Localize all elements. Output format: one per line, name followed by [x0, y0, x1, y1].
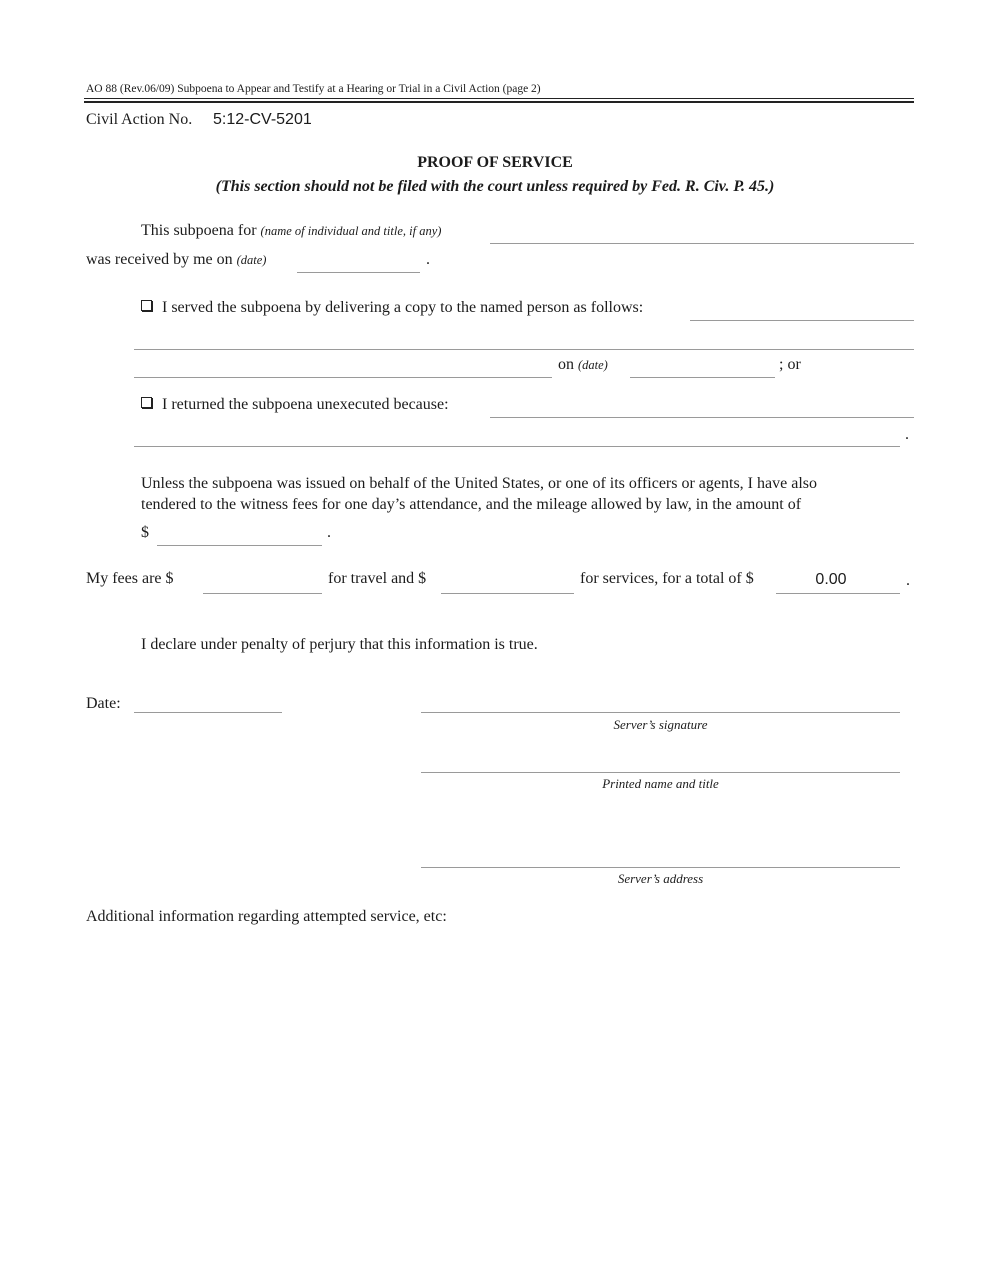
received-date-label: [86, 251, 266, 269]
served-checkbox[interactable]: [141, 300, 152, 311]
proof-of-service-subtitle: (This section should not be filed with the court unless required by Fed. R. Civ. P. 45.): [215, 178, 775, 195]
returned-checkbox[interactable]: [141, 397, 152, 408]
services-label: for services, for a total of $: [580, 570, 754, 587]
returned-reason-field-2[interactable]: [134, 446, 900, 447]
tendered-line-2: tendered to the witness fees for one day’s attendance, and the mileage allowed by law, in the amount of: [141, 496, 802, 513]
served-details-field-2[interactable]: [134, 349, 914, 350]
fees-period: .: [906, 572, 910, 589]
subpoena-for-prefix: This subpoena for: [141, 222, 257, 239]
header-rule-bottom: [84, 101, 914, 103]
tendered-period: .: [327, 524, 331, 541]
served-date-hint: (date): [578, 358, 608, 372]
printed-name-caption: Printed name and title: [602, 776, 719, 791]
returned-period: .: [905, 426, 909, 443]
services-fee-field[interactable]: [441, 593, 574, 594]
served-or: ; or: [779, 356, 801, 373]
tendered-line-1: Unless the subpoena was issued on behalf of the United States, or one of its officers or agents, I have also: [141, 475, 817, 492]
received-date-field[interactable]: [297, 272, 420, 273]
served-option[interactable]: [141, 299, 643, 317]
returned-option[interactable]: [141, 396, 449, 414]
served-details-field-3[interactable]: [134, 377, 552, 378]
travel-fee-field[interactable]: [203, 593, 322, 594]
civil-action-label: Civil Action No.: [86, 111, 193, 128]
served-details-field-1[interactable]: [690, 320, 914, 321]
served-on-label: [558, 356, 608, 374]
returned-text: I returned the subpoena unexecuted because:: [162, 396, 449, 413]
received-period: .: [426, 251, 430, 268]
form-header: AO 88 (Rev.06/09) Subpoena to Appear and Testify at a Hearing or Trial in a Civil Action (page 2): [86, 83, 541, 95]
subpoena-for-label: [141, 222, 441, 240]
returned-reason-field-1[interactable]: [490, 417, 914, 418]
server-address-caption: Server’s address: [617, 871, 704, 886]
recipient-name-field[interactable]: [490, 243, 914, 244]
server-signature-caption: Server’s signature: [613, 717, 708, 732]
total-fee-field: [776, 593, 900, 594]
subpoena-for-hint: (name of individual and title, if any): [260, 224, 442, 238]
printed-name-field[interactable]: [421, 772, 900, 773]
fees-label: My fees are $: [86, 570, 174, 587]
date-field[interactable]: [134, 712, 282, 713]
header-rule-top: [84, 98, 914, 99]
tendered-dollar: $: [141, 524, 149, 541]
served-on: on: [558, 356, 574, 373]
server-address-field[interactable]: [421, 867, 900, 868]
served-date-field[interactable]: [630, 377, 775, 378]
travel-label: for travel and $: [328, 570, 427, 587]
declaration-text: I declare under penalty of perjury that this information is true.: [141, 636, 538, 653]
tendered-amount-field[interactable]: [157, 545, 322, 546]
server-signature-field[interactable]: [421, 712, 900, 713]
civil-action-number[interactable]: 5:12-CV-5201: [213, 111, 312, 128]
served-text: I served the subpoena by delivering a copy to the named person as follows:: [162, 299, 644, 316]
proof-of-service-title: PROOF OF SERVICE: [417, 154, 573, 171]
date-label: Date:: [86, 695, 121, 712]
received-date-hint: (date): [236, 253, 267, 267]
total-fee-value[interactable]: 0.00: [815, 571, 847, 588]
received-prefix: was received by me on: [86, 251, 233, 268]
additional-info-label: Additional information regarding attempted service, etc:: [86, 908, 447, 925]
